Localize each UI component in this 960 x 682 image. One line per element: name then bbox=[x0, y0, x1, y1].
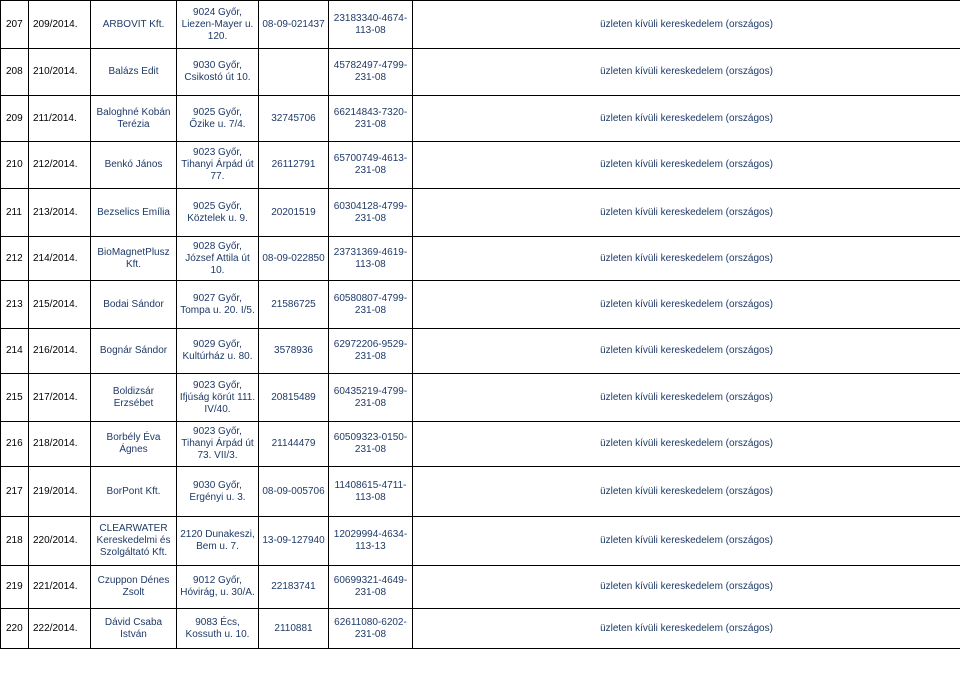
activity-cell: üzleten kívüli kereskedelem (országos) bbox=[413, 566, 960, 609]
registration-date-cell: 221/2014. bbox=[29, 566, 91, 609]
activity-cell: üzleten kívüli kereskedelem (országos) bbox=[413, 49, 960, 96]
trader-name-cell: Czuppon Dénes Zsolt bbox=[91, 566, 177, 609]
trader-address-cell: 9012 Győr, Hóvirág, u. 30/A. bbox=[177, 566, 259, 609]
table-row bbox=[1, 374, 960, 422]
trader-address-cell: 9023 Győr, Tihanyi Árpád út 77. bbox=[177, 142, 259, 189]
activity-cell: üzleten kívüli kereskedelem (országos) bbox=[413, 467, 960, 517]
table-row bbox=[1, 517, 960, 566]
trader-address-cell: 9023 Győr, Tihanyi Árpád út 73. VII/3. bbox=[177, 422, 259, 467]
tax-number-cell: 60509323-0150-231-08 bbox=[329, 422, 413, 467]
activity-cell: üzleten kívüli kereskedelem (országos) bbox=[413, 609, 960, 649]
table-row bbox=[1, 96, 960, 142]
tax-number-cell: 66214843-7320-231-08 bbox=[329, 96, 413, 142]
tax-number-cell: 23183340-4674-113-08 bbox=[329, 1, 413, 49]
trader-name-cell: Bognár Sándor bbox=[91, 329, 177, 374]
trader-address-cell: 9025 Győr, Őzike u. 7/4. bbox=[177, 96, 259, 142]
activity-cell: üzleten kívüli kereskedelem (országos) bbox=[413, 422, 960, 467]
row-number-cell: 211 bbox=[1, 189, 29, 237]
registration-number-cell: 20201519 bbox=[259, 189, 329, 237]
tax-number-cell: 60580807-4799-231-08 bbox=[329, 281, 413, 329]
trader-name-cell: Benkó János bbox=[91, 142, 177, 189]
registration-date-cell: 210/2014. bbox=[29, 49, 91, 96]
activity-cell: üzleten kívüli kereskedelem (országos) bbox=[413, 329, 960, 374]
tax-number-cell: 60304128-4799-231-08 bbox=[329, 189, 413, 237]
registration-number-cell: 22183741 bbox=[259, 566, 329, 609]
table-row bbox=[1, 281, 960, 329]
table-row bbox=[1, 329, 960, 374]
tax-number-cell: 11408615-4711-113-08 bbox=[329, 467, 413, 517]
row-number-cell: 220 bbox=[1, 609, 29, 649]
registration-date-cell: 211/2014. bbox=[29, 96, 91, 142]
activity-cell: üzleten kívüli kereskedelem (országos) bbox=[413, 96, 960, 142]
registration-date-cell: 213/2014. bbox=[29, 189, 91, 237]
registration-number-cell: 13-09-127940 bbox=[259, 517, 329, 566]
registration-date-cell: 214/2014. bbox=[29, 237, 91, 281]
trader-name-cell: Baloghné Kobán Terézia bbox=[91, 96, 177, 142]
registration-number-cell: 21144479 bbox=[259, 422, 329, 467]
activity-cell: üzleten kívüli kereskedelem (országos) bbox=[413, 142, 960, 189]
trader-name-cell: BorPont Kft. bbox=[91, 467, 177, 517]
registration-date-cell: 215/2014. bbox=[29, 281, 91, 329]
row-number-cell: 209 bbox=[1, 96, 29, 142]
row-number-cell: 218 bbox=[1, 517, 29, 566]
registration-number-cell: 08-09-022850 bbox=[259, 237, 329, 281]
row-number-cell: 214 bbox=[1, 329, 29, 374]
trader-address-cell: 9025 Győr, Köztelek u. 9. bbox=[177, 189, 259, 237]
registration-number-cell: 21586725 bbox=[259, 281, 329, 329]
table-body bbox=[1, 1, 960, 649]
trader-address-cell: 2120 Dunakeszi, Bem u. 7. bbox=[177, 517, 259, 566]
registration-date-cell: 220/2014. bbox=[29, 517, 91, 566]
trader-name-cell: ARBOVIT Kft. bbox=[91, 1, 177, 49]
activity-cell: üzleten kívüli kereskedelem (országos) bbox=[413, 237, 960, 281]
row-number-cell: 215 bbox=[1, 374, 29, 422]
trader-address-cell: 9083 Écs, Kossuth u. 10. bbox=[177, 609, 259, 649]
table-row bbox=[1, 1, 960, 49]
registration-date-cell: 209/2014. bbox=[29, 1, 91, 49]
activity-cell: üzleten kívüli kereskedelem (országos) bbox=[413, 517, 960, 566]
table-row bbox=[1, 609, 960, 649]
trader-address-cell: 9030 Győr, Csikostó út 10. bbox=[177, 49, 259, 96]
tax-number-cell: 62972206-9529-231-08 bbox=[329, 329, 413, 374]
registration-date-cell: 216/2014. bbox=[29, 329, 91, 374]
table-row bbox=[1, 237, 960, 281]
tax-number-cell: 65700749-4613-231-08 bbox=[329, 142, 413, 189]
row-number-cell: 216 bbox=[1, 422, 29, 467]
trader-name-cell: Dávid Csaba István bbox=[91, 609, 177, 649]
registration-date-cell: 217/2014. bbox=[29, 374, 91, 422]
activity-cell: üzleten kívüli kereskedelem (országos) bbox=[413, 374, 960, 422]
registration-date-cell: 222/2014. bbox=[29, 609, 91, 649]
trader-address-cell: 9024 Győr, Liezen-Mayer u. 120. bbox=[177, 1, 259, 49]
trader-name-cell: Bodai Sándor bbox=[91, 281, 177, 329]
trader-name-cell: CLEARWATER Kereskedelmi és Szolgáltató Kft. bbox=[91, 517, 177, 566]
activity-cell: üzleten kívüli kereskedelem (országos) bbox=[413, 1, 960, 49]
trader-address-cell: 9027 Győr, Tompa u. 20. I/5. bbox=[177, 281, 259, 329]
registration-date-cell: 212/2014. bbox=[29, 142, 91, 189]
registration-number-cell: 3578936 bbox=[259, 329, 329, 374]
row-number-cell: 210 bbox=[1, 142, 29, 189]
registration-number-cell: 32745706 bbox=[259, 96, 329, 142]
row-number-cell: 217 bbox=[1, 467, 29, 517]
trader-address-cell: 9029 Győr, Kultúrház u. 80. bbox=[177, 329, 259, 374]
trader-address-cell: 9030 Győr, Ergényi u. 3. bbox=[177, 467, 259, 517]
table-row bbox=[1, 189, 960, 237]
row-number-cell: 208 bbox=[1, 49, 29, 96]
row-number-cell: 207 bbox=[1, 1, 29, 49]
table-row bbox=[1, 467, 960, 517]
trader-name-cell: Boldizsár Erzsébet bbox=[91, 374, 177, 422]
trader-name-cell: Balázs Edit bbox=[91, 49, 177, 96]
tax-number-cell: 23731369-4619-113-08 bbox=[329, 237, 413, 281]
trader-name-cell: Bezselics Emília bbox=[91, 189, 177, 237]
registration-number-cell: 26112791 bbox=[259, 142, 329, 189]
registration-number-cell: 08-09-005706 bbox=[259, 467, 329, 517]
registration-number-cell: 2110881 bbox=[259, 609, 329, 649]
registration-number-cell bbox=[259, 49, 329, 96]
registration-date-cell: 218/2014. bbox=[29, 422, 91, 467]
trader-address-cell: 9023 Győr, Ifjúság körút 111. IV/40. bbox=[177, 374, 259, 422]
trader-name-cell: Borbély Éva Ágnes bbox=[91, 422, 177, 467]
activity-cell: üzleten kívüli kereskedelem (országos) bbox=[413, 281, 960, 329]
activity-cell: üzleten kívüli kereskedelem (országos) bbox=[413, 189, 960, 237]
table-row bbox=[1, 142, 960, 189]
trader-name-cell: BioMagnetPlusz Kft. bbox=[91, 237, 177, 281]
registration-number-cell: 20815489 bbox=[259, 374, 329, 422]
registration-number-cell: 08-09-021437 bbox=[259, 1, 329, 49]
tax-number-cell: 62611080-6202-231-08 bbox=[329, 609, 413, 649]
trader-address-cell: 9028 Győr, József Attila út 10. bbox=[177, 237, 259, 281]
table-row bbox=[1, 422, 960, 467]
tax-number-cell: 60699321-4649-231-08 bbox=[329, 566, 413, 609]
row-number-cell: 212 bbox=[1, 237, 29, 281]
row-number-cell: 219 bbox=[1, 566, 29, 609]
table-row bbox=[1, 49, 960, 96]
tax-number-cell: 60435219-4799-231-08 bbox=[329, 374, 413, 422]
row-number-cell: 213 bbox=[1, 281, 29, 329]
registration-date-cell: 219/2014. bbox=[29, 467, 91, 517]
table-row bbox=[1, 566, 960, 609]
tax-number-cell: 45782497-4799-231-08 bbox=[329, 49, 413, 96]
tax-number-cell: 12029994-4634-113-13 bbox=[329, 517, 413, 566]
